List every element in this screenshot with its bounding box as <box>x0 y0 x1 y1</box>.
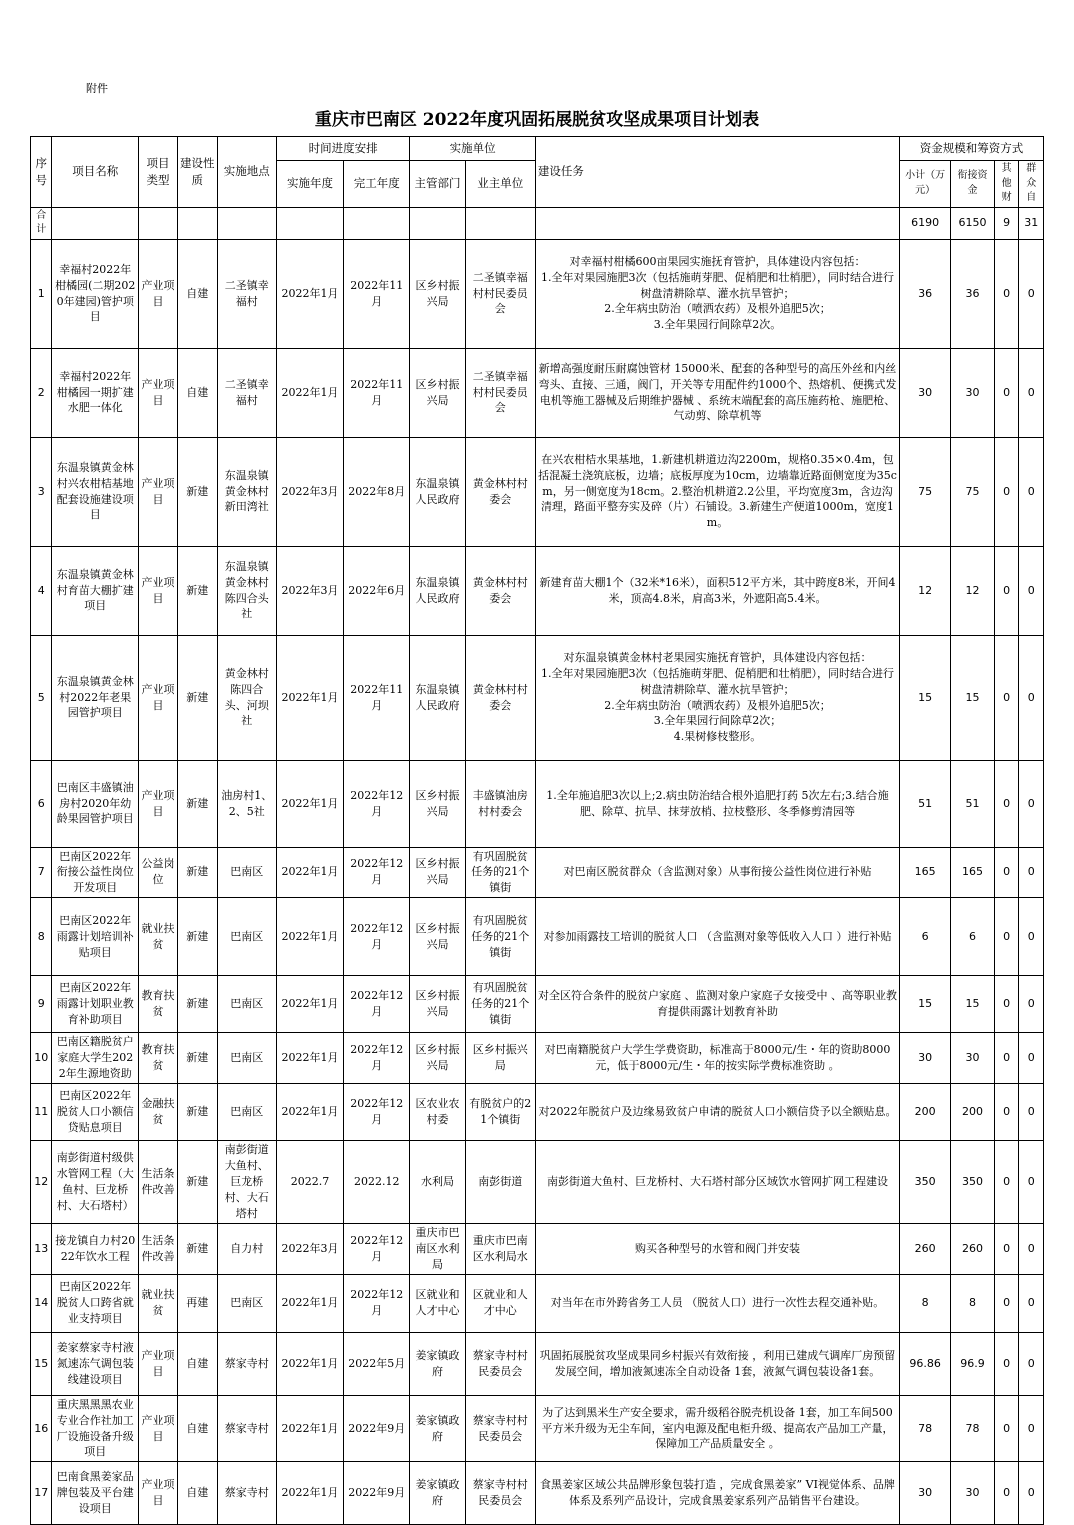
row-seq: 9 <box>31 976 52 1033</box>
row-other: 0 <box>994 239 1018 348</box>
row-seq: 15 <box>31 1332 52 1395</box>
header-end-year: 完工年度 <box>344 161 410 208</box>
row-location: 巴南区 <box>217 847 276 898</box>
row-end-year: 2022年8月 <box>344 437 410 546</box>
row-location: 黄金林村陈四合头、河坝社 <box>217 635 276 760</box>
row-end-year: 2022年12月 <box>344 1223 410 1274</box>
row-location: 巴南区 <box>217 1033 276 1084</box>
row-owner: 蔡家寺村村民委员会 <box>465 1462 535 1525</box>
row-other: 0 <box>994 1033 1018 1084</box>
row-end-year: 2022年12月 <box>344 760 410 847</box>
row-end-year: 2022年12月 <box>344 1274 410 1332</box>
total-label: 合计 <box>31 207 52 239</box>
row-owner: 区就业和人才中心 <box>465 1274 535 1332</box>
header-funds: 资金规模和筹资方式 <box>900 137 1044 161</box>
row-owner: 有脱贫户的21个镇街 <box>465 1084 535 1141</box>
row-end-year: 2022年5月 <box>344 1332 410 1395</box>
row-location: 东温泉镇黄金林村新田湾社 <box>217 437 276 546</box>
header-masses: 群众自 <box>1019 161 1044 208</box>
row-subtotal: 36 <box>900 239 951 348</box>
row-owner: 黄金林村村委会 <box>465 635 535 760</box>
header-location: 实施地点 <box>217 137 276 208</box>
row-link-fund: 51 <box>951 760 995 847</box>
row-start-year: 2022年1月 <box>276 1274 343 1332</box>
row-owner: 重庆市巴南区水利局水 <box>465 1223 535 1274</box>
row-project-type: 产业项目 <box>139 1462 178 1525</box>
row-project-type: 生活条件改善 <box>139 1141 178 1224</box>
row-task: 对幸福村柑橘600亩果园实施抚育管护，具体建设内容包括： 1.全年对果园施肥3次（包括施萌芽肥、促梢肥和壮梢肥），同时结合进行树盘清耕除草、灌水抗旱管护； 2.全年病虫防治（喷洒农药）及根外追肥5次； 3.全年果园行间除草2次。 <box>535 239 899 348</box>
total-other: 9 <box>994 207 1018 239</box>
row-location: 巴南区 <box>217 1274 276 1332</box>
row-seq: 3 <box>31 437 52 546</box>
row-end-year: 2022年11月 <box>344 635 410 760</box>
row-nature: 新建 <box>177 1084 217 1141</box>
row-task: 对巴南区脱贫群众（含监测对象）从事衔接公益性岗位进行补贴 <box>535 847 899 898</box>
row-project-name: 重庆黑黑黑农业专业合作社加工厂设施设备升级项目 <box>52 1395 139 1462</box>
row-seq: 10 <box>31 1033 52 1084</box>
row-dept: 重庆市巴南区水利局 <box>410 1223 465 1274</box>
row-location: 南彭街道大鱼村、巨龙桥村、大石塔村 <box>217 1141 276 1224</box>
total-masses: 31 <box>1019 207 1044 239</box>
row-other: 0 <box>994 1395 1018 1462</box>
row-owner: 二圣镇幸福村村民委员会 <box>465 239 535 348</box>
row-project-name: 巴南区2022年衔接公益性岗位开发项目 <box>52 847 139 898</box>
row-project-name: 巴南区2022年脱贫人口跨省就业支持项目 <box>52 1274 139 1332</box>
row-location: 蔡家寺村 <box>217 1462 276 1525</box>
row-dept: 东温泉镇人民政府 <box>410 546 465 635</box>
table-row <box>31 1274 1044 1332</box>
row-end-year: 2022年9月 <box>344 1395 410 1462</box>
total-subtotal: 6190 <box>900 207 951 239</box>
row-subtotal: 78 <box>900 1395 951 1462</box>
row-location: 蔡家寺村 <box>217 1395 276 1462</box>
table-row <box>31 847 1044 898</box>
row-project-type: 产业项目 <box>139 239 178 348</box>
header-schedule: 时间进度安排 <box>276 137 410 161</box>
row-project-type: 产业项目 <box>139 437 178 546</box>
row-subtotal: 260 <box>900 1223 951 1274</box>
row-task: 新建育苗大棚1个（32米*16米），面积512平方米，其中跨度8米，开间4米，顶高4.8米，肩高3米，外遮阳高5.4米。 <box>535 546 899 635</box>
row-project-name: 姜家蔡家寺村液氮速冻气调包装线建设项目 <box>52 1332 139 1395</box>
table-row <box>31 348 1044 437</box>
row-dept: 区乡村振兴局 <box>410 898 465 976</box>
row-masses: 0 <box>1019 239 1044 348</box>
row-start-year: 2022年1月 <box>276 1084 343 1141</box>
row-task: 对参加雨露技工培训的脱贫人口 （含监测对象等低收入人口 ）进行补贴 <box>535 898 899 976</box>
row-project-name: 东温泉镇黄金林村2022年老果园管护项目 <box>52 635 139 760</box>
page-title: 重庆市巴南区 2022年度巩固拓展脱贫攻坚成果项目计划表 <box>314 110 760 130</box>
row-other: 0 <box>994 1141 1018 1224</box>
row-masses: 0 <box>1019 1084 1044 1141</box>
row-seq: 14 <box>31 1274 52 1332</box>
row-task: 对2022年脱贫户及边缘易致贫户申请的脱贫人口小额信贷予以全额贴息。 <box>535 1084 899 1141</box>
row-project-type: 金融扶贫 <box>139 1084 178 1141</box>
row-masses: 0 <box>1019 976 1044 1033</box>
row-start-year: 2022年3月 <box>276 546 343 635</box>
row-owner: 南彭街道 <box>465 1141 535 1224</box>
row-dept: 区乡村振兴局 <box>410 976 465 1033</box>
row-subtotal: 6 <box>900 898 951 976</box>
row-dept: 区乡村振兴局 <box>410 239 465 348</box>
table-row <box>31 760 1044 847</box>
row-other: 0 <box>994 546 1018 635</box>
row-seq: 16 <box>31 1395 52 1462</box>
row-end-year: 2022年12月 <box>344 1084 410 1141</box>
row-project-type: 就业扶贫 <box>139 898 178 976</box>
row-end-year: 2022年11月 <box>344 239 410 348</box>
attachment-label: 附件 <box>86 82 108 95</box>
row-seq: 13 <box>31 1223 52 1274</box>
row-masses: 0 <box>1019 1462 1044 1525</box>
row-task: 1.全年施追肥3次以上;2.病虫防治结合根外追肥打药 5次左右;3.结合施肥、除草、抗旱、抹芽放梢、拉枝整形、冬季修剪清园等 <box>535 760 899 847</box>
row-nature: 自建 <box>177 348 217 437</box>
row-seq: 6 <box>31 760 52 847</box>
row-task: 新增高强度耐压耐腐蚀管材 15000米、配套的各种型号的高压外丝和内丝弯头、直接、三通，阀门，开关等专用配件约1000个、热熔机、便携式发电机等施工器械及后期维护器械 、系统末端配套的高压施药枪、施肥枪、气动剪、除草机等 <box>535 348 899 437</box>
row-masses: 0 <box>1019 348 1044 437</box>
row-dept: 东温泉镇人民政府 <box>410 635 465 760</box>
row-end-year: 2022年12月 <box>344 847 410 898</box>
row-location: 蔡家寺村 <box>217 1332 276 1395</box>
row-subtotal: 12 <box>900 546 951 635</box>
row-link-fund: 78 <box>951 1395 995 1462</box>
row-project-type: 产业项目 <box>139 546 178 635</box>
row-owner: 丰盛镇油房村村委会 <box>465 760 535 847</box>
table-row <box>31 239 1044 348</box>
row-dept: 区农业农村委 <box>410 1084 465 1141</box>
row-project-name: 南彭街道村级供水管网工程（大鱼村、巨龙桥村、大石塔村） <box>52 1141 139 1224</box>
row-owner: 有巩固脱贫任务的21个镇街 <box>465 898 535 976</box>
row-nature: 新建 <box>177 437 217 546</box>
row-link-fund: 6 <box>951 898 995 976</box>
row-project-name: 巴南区籍脱贫户家庭大学生2022年生源地资助 <box>52 1033 139 1084</box>
row-link-fund: 200 <box>951 1084 995 1141</box>
row-nature: 新建 <box>177 847 217 898</box>
row-end-year: 2022年12月 <box>344 898 410 976</box>
row-masses: 0 <box>1019 1332 1044 1395</box>
row-project-name: 巴南区2022年脱贫人口小额信贷贴息项目 <box>52 1084 139 1141</box>
row-subtotal: 30 <box>900 1462 951 1525</box>
row-nature: 新建 <box>177 635 217 760</box>
row-start-year: 2022年3月 <box>276 1223 343 1274</box>
row-task: 在兴农柑桔水果基地，1.新建机耕道边沟2200m，规格0.35×0.4m，包括混凝土浇筑底板，边墙；底板厚度为10cm，边墙靠近路面侧宽度为35cm，另一侧宽度为18cm。2.整治机耕道2.2公里，平均宽度3m，含边沟清理，路面平整夯实及碎（片）石铺设。3.新建生产便道1000m，宽度1m。 <box>535 437 899 546</box>
row-seq: 8 <box>31 898 52 976</box>
row-project-name: 东温泉镇黄金林村兴农柑桔基地配套设施建设项目 <box>52 437 139 546</box>
row-end-year: 2022.12 <box>344 1141 410 1224</box>
row-other: 0 <box>994 1332 1018 1395</box>
row-subtotal: 75 <box>900 437 951 546</box>
row-location: 自力村 <box>217 1223 276 1274</box>
row-masses: 0 <box>1019 1223 1044 1274</box>
row-start-year: 2022年1月 <box>276 898 343 976</box>
table-row <box>31 898 1044 976</box>
row-start-year: 2022年1月 <box>276 1033 343 1084</box>
row-project-type: 产业项目 <box>139 635 178 760</box>
row-other: 0 <box>994 1084 1018 1141</box>
row-location: 二圣镇幸福村 <box>217 348 276 437</box>
row-owner: 蔡家寺村村民委员会 <box>465 1395 535 1462</box>
row-other: 0 <box>994 847 1018 898</box>
row-link-fund: 165 <box>951 847 995 898</box>
row-project-name: 幸福村2022年柑橘园(二期2020年建园)管护项目 <box>52 239 139 348</box>
row-link-fund: 96.9 <box>951 1332 995 1395</box>
row-seq: 1 <box>31 239 52 348</box>
row-subtotal: 200 <box>900 1084 951 1141</box>
row-other: 0 <box>994 1223 1018 1274</box>
row-nature: 新建 <box>177 1141 217 1224</box>
total-row <box>31 207 1044 239</box>
header-other: 其他财 <box>994 161 1018 208</box>
row-other: 0 <box>994 348 1018 437</box>
row-subtotal: 30 <box>900 348 951 437</box>
row-link-fund: 36 <box>951 239 995 348</box>
row-location: 巴南区 <box>217 898 276 976</box>
row-start-year: 2022年1月 <box>276 348 343 437</box>
row-other: 0 <box>994 976 1018 1033</box>
row-task: 对全区符合条件的脱贫户家庭 、监测对象户家庭子女接受中 、高等职业教育提供雨露计划教育补助 <box>535 976 899 1033</box>
table-row <box>31 635 1044 760</box>
header-link-fund: 衔接资金 <box>951 161 995 208</box>
row-nature: 自建 <box>177 1395 217 1462</box>
row-nature: 再建 <box>177 1274 217 1332</box>
row-owner: 区乡村振兴局 <box>465 1033 535 1084</box>
row-nature: 自建 <box>177 1462 217 1525</box>
row-dept: 姜家镇政府 <box>410 1332 465 1395</box>
row-project-type: 产业项目 <box>139 760 178 847</box>
row-masses: 0 <box>1019 1395 1044 1462</box>
row-start-year: 2022年1月 <box>276 760 343 847</box>
row-project-type: 产业项目 <box>139 1332 178 1395</box>
row-project-name: 接龙镇自力村2022年饮水工程 <box>52 1223 139 1274</box>
row-project-type: 教育扶贫 <box>139 976 178 1033</box>
row-seq: 2 <box>31 348 52 437</box>
row-subtotal: 165 <box>900 847 951 898</box>
row-project-name: 巴南区丰盛镇油房村2020年幼龄果园管护项目 <box>52 760 139 847</box>
row-nature: 自建 <box>177 1332 217 1395</box>
row-start-year: 2022年1月 <box>276 1462 343 1525</box>
row-other: 0 <box>994 437 1018 546</box>
row-subtotal: 96.86 <box>900 1332 951 1395</box>
row-project-type: 产业项目 <box>139 1395 178 1462</box>
table-row <box>31 1223 1044 1274</box>
row-other: 0 <box>994 760 1018 847</box>
row-dept: 姜家镇政府 <box>410 1395 465 1462</box>
row-location: 巴南区 <box>217 1084 276 1141</box>
row-link-fund: 12 <box>951 546 995 635</box>
header-name: 项目名称 <box>52 137 139 208</box>
row-start-year: 2022年1月 <box>276 976 343 1033</box>
header-type: 项目类型 <box>139 137 178 208</box>
row-masses: 0 <box>1019 1274 1044 1332</box>
table-row <box>31 546 1044 635</box>
row-nature: 新建 <box>177 1223 217 1274</box>
header-nature: 建设性质 <box>177 137 217 208</box>
row-masses: 0 <box>1019 635 1044 760</box>
row-end-year: 2022年12月 <box>344 976 410 1033</box>
table-row <box>31 1141 1044 1224</box>
row-masses: 0 <box>1019 1141 1044 1224</box>
row-seq: 12 <box>31 1141 52 1224</box>
row-location: 巴南区 <box>217 976 276 1033</box>
row-project-name: 东温泉镇黄金林村育苗大棚扩建项目 <box>52 546 139 635</box>
row-seq: 11 <box>31 1084 52 1141</box>
row-subtotal: 15 <box>900 976 951 1033</box>
row-subtotal: 30 <box>900 1033 951 1084</box>
row-start-year: 2022年1月 <box>276 1395 343 1462</box>
table-row <box>31 976 1044 1033</box>
row-task: 为了达到黑米生产安全要求，需升级稻谷脱壳机设备 1套，加工车间500平方米升级为无尘车间，室内电源及配电柜升级、提高农产品加工产量，保障加工产品质量安全 。 <box>535 1395 899 1462</box>
row-dept: 区乡村振兴局 <box>410 760 465 847</box>
row-project-type: 就业扶贫 <box>139 1274 178 1332</box>
row-project-name: 幸福村2022年柑橘园一期扩建水肥一体化 <box>52 348 139 437</box>
row-project-type: 产业项目 <box>139 348 178 437</box>
row-link-fund: 15 <box>951 976 995 1033</box>
header-unit: 实施单位 <box>410 137 535 161</box>
row-owner: 有巩固脱贫任务的21个镇街 <box>465 847 535 898</box>
row-start-year: 2022.7 <box>276 1141 343 1224</box>
row-nature: 新建 <box>177 1033 217 1084</box>
row-seq: 5 <box>31 635 52 760</box>
row-nature: 新建 <box>177 546 217 635</box>
table-row <box>31 1395 1044 1462</box>
row-project-name: 巴南区2022年雨露计划职业教育补助项目 <box>52 976 139 1033</box>
row-seq: 7 <box>31 847 52 898</box>
header-start-year: 实施年度 <box>276 161 343 208</box>
row-end-year: 2022年12月 <box>344 1033 410 1084</box>
row-project-name: 巴南食黑姜家品牌包装及平台建设项目 <box>52 1462 139 1525</box>
row-location: 油房村1、2、5社 <box>217 760 276 847</box>
row-project-name: 巴南区2022年雨露计划培训补贴项目 <box>52 898 139 976</box>
row-end-year: 2022年6月 <box>344 546 410 635</box>
row-masses: 0 <box>1019 847 1044 898</box>
row-dept: 区乡村振兴局 <box>410 1033 465 1084</box>
row-owner: 有巩固脱贫任务的21个镇街 <box>465 976 535 1033</box>
row-other: 0 <box>994 1462 1018 1525</box>
row-dept: 水利局 <box>410 1141 465 1224</box>
row-link-fund: 30 <box>951 348 995 437</box>
row-task: 食黑姜家区域公共品牌形象包装打造 ，完成食黑姜家” VI视觉体系、品牌体系及系列产品设计，完成食黑姜家系列产品销售平台建设。 <box>535 1462 899 1525</box>
table-row <box>31 1332 1044 1395</box>
row-masses: 0 <box>1019 898 1044 976</box>
total-link-fund: 6150 <box>951 207 995 239</box>
header-owner: 业主单位 <box>465 161 535 208</box>
row-subtotal: 51 <box>900 760 951 847</box>
row-dept: 区就业和人才中心 <box>410 1274 465 1332</box>
row-link-fund: 75 <box>951 437 995 546</box>
row-end-year: 2022年11月 <box>344 348 410 437</box>
row-owner: 黄金林村村委会 <box>465 437 535 546</box>
row-nature: 自建 <box>177 239 217 348</box>
row-project-type: 教育扶贫 <box>139 1033 178 1084</box>
header-task: 建设任务 <box>535 137 899 208</box>
row-link-fund: 260 <box>951 1223 995 1274</box>
row-subtotal: 15 <box>900 635 951 760</box>
row-end-year: 2022年9月 <box>344 1462 410 1525</box>
row-link-fund: 350 <box>951 1141 995 1224</box>
row-subtotal: 8 <box>900 1274 951 1332</box>
header-subtotal: 小计（万元） <box>900 161 951 208</box>
row-owner: 黄金林村村委会 <box>465 546 535 635</box>
row-link-fund: 8 <box>951 1274 995 1332</box>
row-seq: 17 <box>31 1462 52 1525</box>
row-nature: 新建 <box>177 760 217 847</box>
table-row <box>31 1084 1044 1141</box>
row-start-year: 2022年3月 <box>276 437 343 546</box>
row-task: 对当年在市外跨省务工人员 （脱贫人口）进行一次性去程交通补贴。 <box>535 1274 899 1332</box>
row-project-type: 公益岗位 <box>139 847 178 898</box>
row-dept: 东温泉镇人民政府 <box>410 437 465 546</box>
row-nature: 新建 <box>177 898 217 976</box>
project-plan-table <box>30 136 1044 1525</box>
table-row <box>31 437 1044 546</box>
row-task: 南彭街道大鱼村、巨龙桥村、大石塔村部分区域饮水管网扩网工程建设 <box>535 1141 899 1224</box>
row-task: 对巴南籍脱贫户大学生学费资助，标准高于8000元/生・年的资助8000元，低于8000元/生・年的按实际学费标准资助 。 <box>535 1033 899 1084</box>
row-nature: 新建 <box>177 976 217 1033</box>
row-project-type: 生活条件改善 <box>139 1223 178 1274</box>
row-other: 0 <box>994 898 1018 976</box>
row-task: 对东温泉镇黄金林村老果园实施抚育管护，具体建设内容包括： 1.全年对果园施肥3次（包括施萌芽肥、促梢肥和壮梢肥），同时结合进行树盘清耕除草、灌水抗旱管护； 2.全年病虫防治（喷洒农药）及根外追肥5次； 3.全年果园行间除草2次； 4.果树修枝整形。 <box>535 635 899 760</box>
row-masses: 0 <box>1019 1033 1044 1084</box>
row-task: 购买各种型号的水管和阀门并安装 <box>535 1223 899 1274</box>
table-row <box>31 1033 1044 1084</box>
row-start-year: 2022年1月 <box>276 847 343 898</box>
row-owner: 二圣镇幸福村村民委员会 <box>465 348 535 437</box>
row-link-fund: 30 <box>951 1033 995 1084</box>
row-dept: 姜家镇政府 <box>410 1462 465 1525</box>
row-masses: 0 <box>1019 546 1044 635</box>
row-task: 巩固拓展脱贫攻坚成果同乡村振兴有效衔接 ，利用已建成气调库厂房预留发展空间，增加液氮速冻全自动设备 1套，液氮气调包装设备1套。 <box>535 1332 899 1395</box>
row-location: 东温泉镇黄金林村陈四合头社 <box>217 546 276 635</box>
row-owner: 蔡家寺村村民委员会 <box>465 1332 535 1395</box>
row-dept: 区乡村振兴局 <box>410 348 465 437</box>
row-start-year: 2022年1月 <box>276 239 343 348</box>
table-row <box>31 1462 1044 1525</box>
row-start-year: 2022年1月 <box>276 1332 343 1395</box>
row-subtotal: 350 <box>900 1141 951 1224</box>
row-other: 0 <box>994 1274 1018 1332</box>
row-link-fund: 15 <box>951 635 995 760</box>
row-start-year: 2022年1月 <box>276 635 343 760</box>
row-location: 二圣镇幸福村 <box>217 239 276 348</box>
row-other: 0 <box>994 635 1018 760</box>
row-seq: 4 <box>31 546 52 635</box>
header-seq: 序号 <box>31 137 52 208</box>
header-dept: 主管部门 <box>410 161 465 208</box>
row-dept: 区乡村振兴局 <box>410 847 465 898</box>
row-link-fund: 30 <box>951 1462 995 1525</box>
row-masses: 0 <box>1019 437 1044 546</box>
row-masses: 0 <box>1019 760 1044 847</box>
